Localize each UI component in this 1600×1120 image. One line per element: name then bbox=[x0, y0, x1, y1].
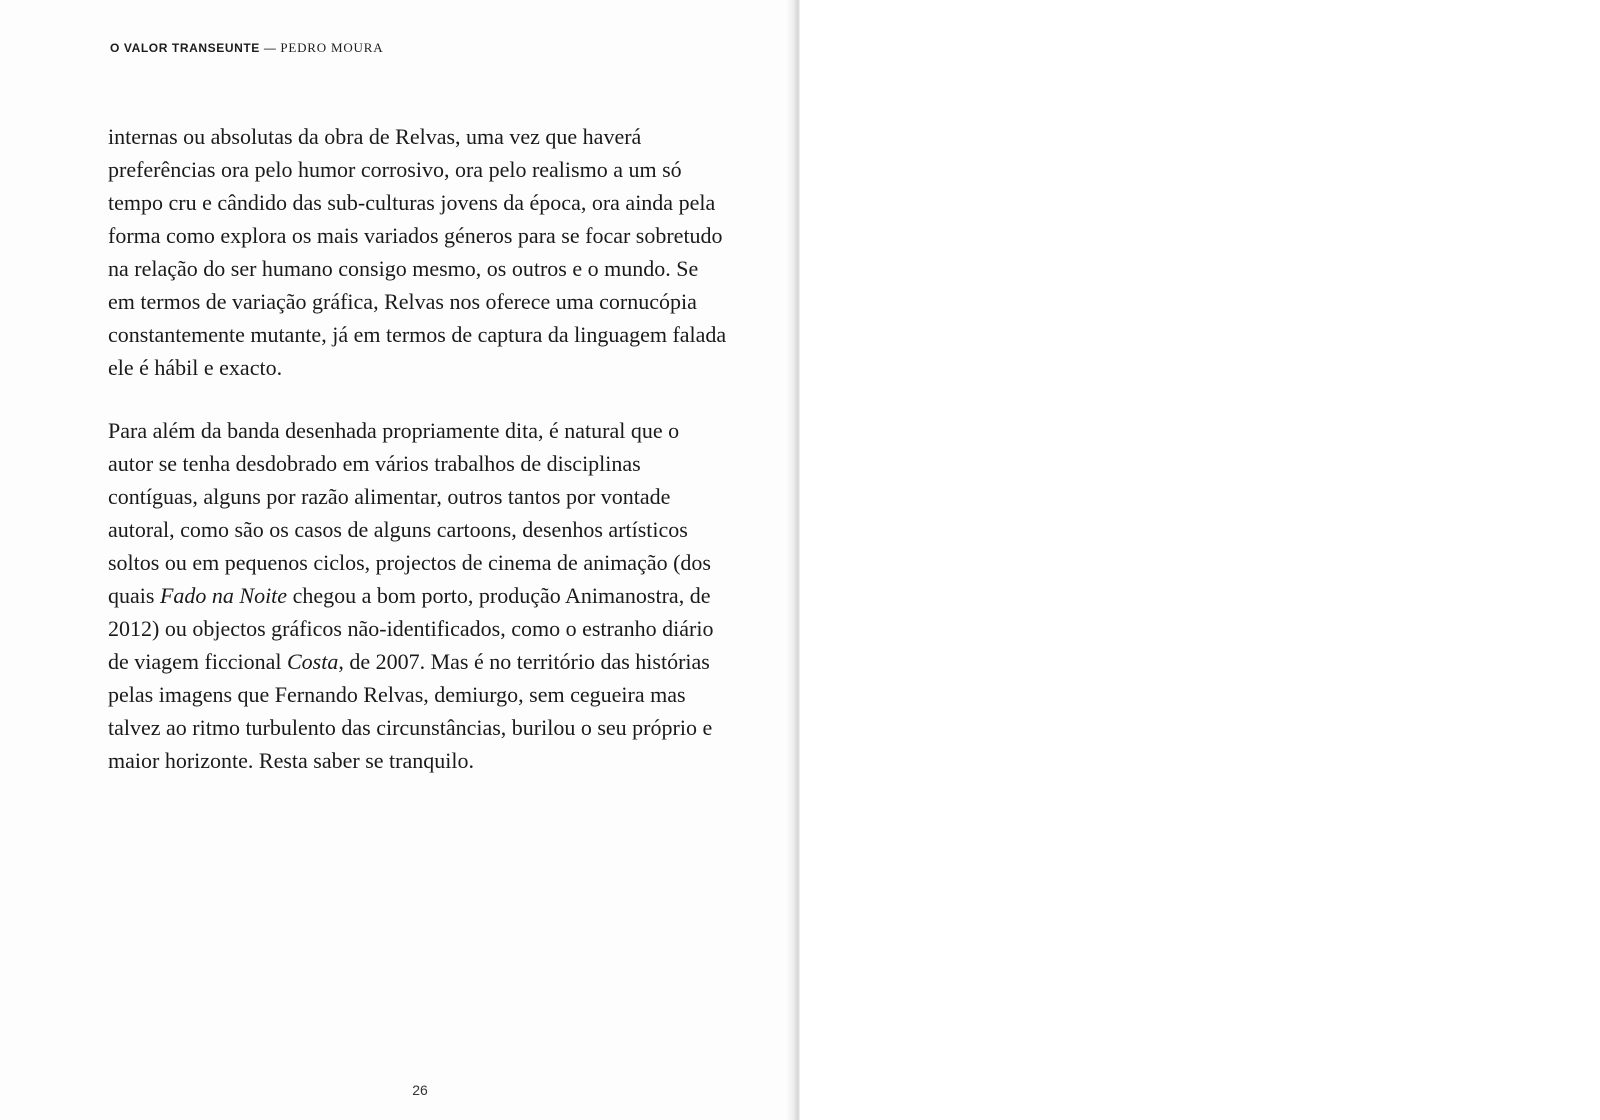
running-head-separator: — bbox=[263, 41, 277, 55]
film-title-fado-na-noite: Fado na Noite bbox=[159, 583, 288, 608]
paragraph-2-text-a: Para além da banda desenhada propriamente dita, é natural que o autor se tenha desdobrado em vários trabalhos de disciplinas contíguas, alguns por razão alimentar, outros tantos por vontade autoral, como são os casos de alguns cartoons, desenhos artísticos soltos ou em pequenos ciclos, projectos de cinema de animação (dos quais bbox=[108, 418, 711, 608]
paragraph-1 bbox=[108, 120, 728, 384]
paragraph-2-text-c: , de 2007. Mas é no território das histórias pelas imagens que Fernando Relvas, demiurgo, sem cegueira mas talvez ao ritmo turbulento das circunstâncias, burilou o seu próprio e maior horizonte. Resta saber se tranquilo. bbox=[108, 649, 713, 773]
right-page-blank bbox=[800, 0, 1600, 1120]
book-title: O VALOR TRANSEUNTE bbox=[110, 41, 260, 55]
paragraph-2-text-b: chegou a bom porto, produção Animanostra, de 2012) ou objectos gráficos não-identificados, como o estranho diário de viagem ficcional bbox=[108, 583, 714, 674]
running-head bbox=[110, 40, 383, 56]
book-gutter bbox=[786, 0, 800, 1120]
paragraph-1-text: internas ou absolutas da obra de Relvas, uma vez que haverá preferências ora pelo humor corrosivo, ora pelo realismo a um só tempo cru e cândido das sub-culturas jovens da época, ora ainda pela forma como explora os mais variados géneros para se focar sobretudo na relação do ser humano consigo mesmo, os outros e o mundo. Se em termos de variação gráfica, Relvas nos oferece uma cornucópia constantemente mutante, já em termos de captura da linguagem falada ele é hábil e exacto. bbox=[108, 124, 727, 380]
book-title-costa: Costa bbox=[286, 649, 339, 674]
body-text bbox=[108, 120, 728, 807]
left-page bbox=[0, 0, 796, 1120]
page-number: 26 bbox=[412, 1082, 428, 1098]
author-name: PEDRO MOURA bbox=[280, 40, 384, 55]
paragraph-2 bbox=[108, 414, 728, 777]
